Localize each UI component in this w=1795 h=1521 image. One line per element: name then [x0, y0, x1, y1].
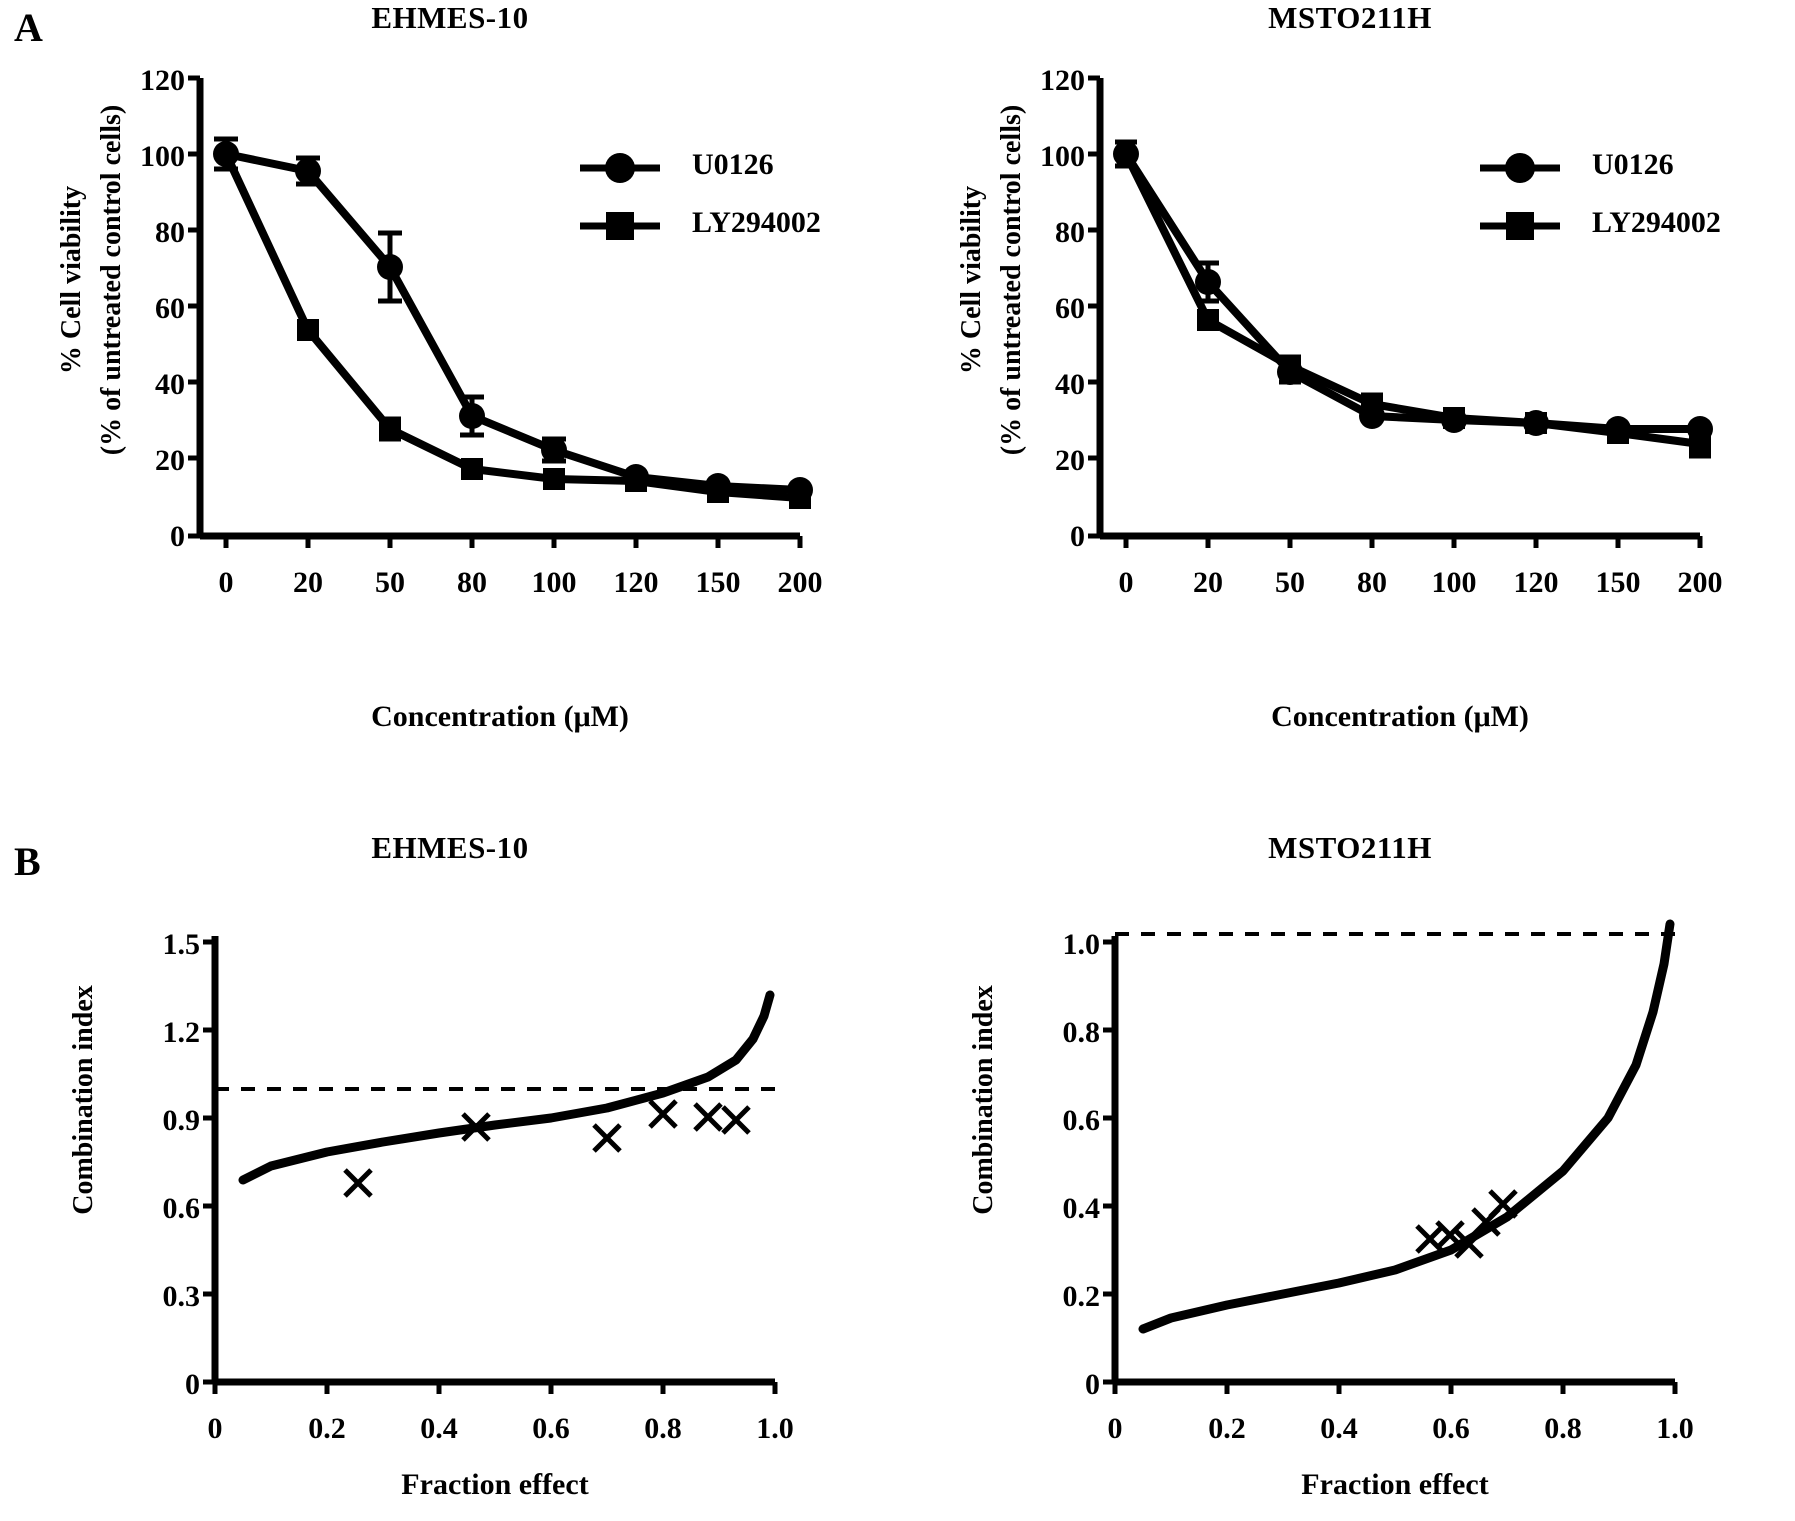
svg-text:0.4: 0.4: [1062, 1192, 1100, 1225]
svg-text:0.8: 0.8: [1062, 1016, 1100, 1049]
y-axis-title-line1: % Cell viability: [56, 185, 87, 375]
svg-text:100: 100: [1040, 140, 1085, 173]
chart-title: EHMES-10: [371, 0, 529, 35]
svg-text:150: 150: [695, 566, 741, 599]
svg-text:0: 0: [170, 520, 185, 553]
panel-letter-b: B: [14, 839, 41, 884]
svg-text:0: 0: [185, 1368, 200, 1401]
svg-text:20: 20: [293, 566, 323, 599]
svg-text:0.6: 0.6: [1432, 1412, 1470, 1445]
svg-text:100: 100: [531, 566, 577, 599]
svg-text:0: 0: [1070, 520, 1085, 553]
svg-text:80: 80: [1055, 216, 1085, 249]
svg-text:120: 120: [1513, 566, 1559, 599]
chart-ehmes10-viability: [20, 0, 880, 770]
panel-letter-a: A: [14, 5, 43, 50]
svg-text:200: 200: [777, 566, 823, 599]
chart-title: EHMES-10: [371, 830, 529, 865]
svg-text:1.0: 1.0: [1656, 1412, 1694, 1445]
chart-title: MSTO211H: [1268, 0, 1432, 35]
svg-text:80: 80: [155, 216, 185, 249]
svg-text:0.4: 0.4: [1320, 1412, 1358, 1445]
svg-text:0.2: 0.2: [1062, 1280, 1100, 1313]
svg-text:20: 20: [1055, 444, 1085, 477]
svg-text:50: 50: [1275, 566, 1305, 599]
svg-text:1.0: 1.0: [1062, 928, 1100, 961]
y-axis-title-line2: (% of untreated control cells): [96, 104, 127, 456]
y-axis-title-line1: % Cell viability: [956, 185, 987, 375]
svg-text:0.2: 0.2: [308, 1412, 346, 1445]
chart-msto211h-viability: [920, 0, 1780, 770]
svg-text:0.3: 0.3: [162, 1280, 200, 1313]
svg-text:1.0: 1.0: [756, 1412, 794, 1445]
svg-text:20: 20: [1193, 566, 1223, 599]
svg-text:0.6: 0.6: [162, 1192, 200, 1225]
y-axis-title: Combination index: [68, 985, 99, 1215]
plot-area-msto211h-ci: [920, 820, 1780, 1460]
legend-msto211h: [1480, 153, 1560, 240]
legend-label-ly294002: LY294002: [1592, 206, 1721, 239]
plot-area-msto211h-viability: [920, 0, 1780, 720]
chart-msto211h-ci: [920, 820, 1780, 1520]
x-axis-title: Concentration (μM): [1271, 700, 1529, 733]
svg-text:120: 120: [613, 566, 659, 599]
chart-ehmes10-ci: [20, 820, 880, 1520]
chart-title: MSTO211H: [1268, 830, 1432, 865]
x-axis-title: Fraction effect: [1301, 1468, 1489, 1501]
svg-text:0: 0: [207, 1412, 223, 1445]
y-axis-title: Combination index: [968, 985, 999, 1215]
svg-text:20: 20: [155, 444, 185, 477]
svg-text:40: 40: [1055, 368, 1085, 401]
svg-text:120: 120: [1040, 64, 1085, 97]
svg-text:0: 0: [1085, 1368, 1100, 1401]
svg-text:200: 200: [1677, 566, 1723, 599]
plot-area-ehmes10-viability: [20, 0, 880, 720]
legend-label-ly294002: LY294002: [692, 206, 821, 239]
svg-text:0.6: 0.6: [532, 1412, 570, 1445]
svg-text:80: 80: [1357, 566, 1387, 599]
x-axis-title: Fraction effect: [401, 1468, 589, 1501]
svg-text:0.9: 0.9: [162, 1104, 200, 1137]
svg-text:0.6: 0.6: [1062, 1104, 1100, 1137]
svg-text:80: 80: [457, 566, 487, 599]
x-axis-title: Concentration (μM): [371, 700, 629, 733]
svg-text:100: 100: [1431, 566, 1477, 599]
svg-text:40: 40: [155, 368, 185, 401]
svg-text:0.4: 0.4: [420, 1412, 458, 1445]
svg-text:50: 50: [375, 566, 405, 599]
legend-label-u0126: U0126: [1592, 148, 1674, 181]
svg-text:0: 0: [1118, 566, 1134, 599]
plot-area-ehmes10-ci: [20, 820, 880, 1460]
svg-text:0: 0: [1107, 1412, 1123, 1445]
svg-text:150: 150: [1595, 566, 1641, 599]
svg-text:1.2: 1.2: [162, 1016, 200, 1049]
legend-label-u0126: U0126: [692, 148, 774, 181]
svg-text:0: 0: [218, 566, 234, 599]
legend-ehmes10: [580, 153, 660, 240]
svg-text:100: 100: [140, 140, 185, 173]
svg-text:0.8: 0.8: [1544, 1412, 1582, 1445]
y-axis-title-line2: (% of untreated control cells): [996, 104, 1027, 456]
svg-text:0.2: 0.2: [1208, 1412, 1246, 1445]
svg-text:60: 60: [155, 292, 185, 325]
svg-text:1.5: 1.5: [162, 928, 200, 961]
svg-text:120: 120: [140, 64, 185, 97]
svg-text:60: 60: [1055, 292, 1085, 325]
svg-text:0.8: 0.8: [644, 1412, 682, 1445]
